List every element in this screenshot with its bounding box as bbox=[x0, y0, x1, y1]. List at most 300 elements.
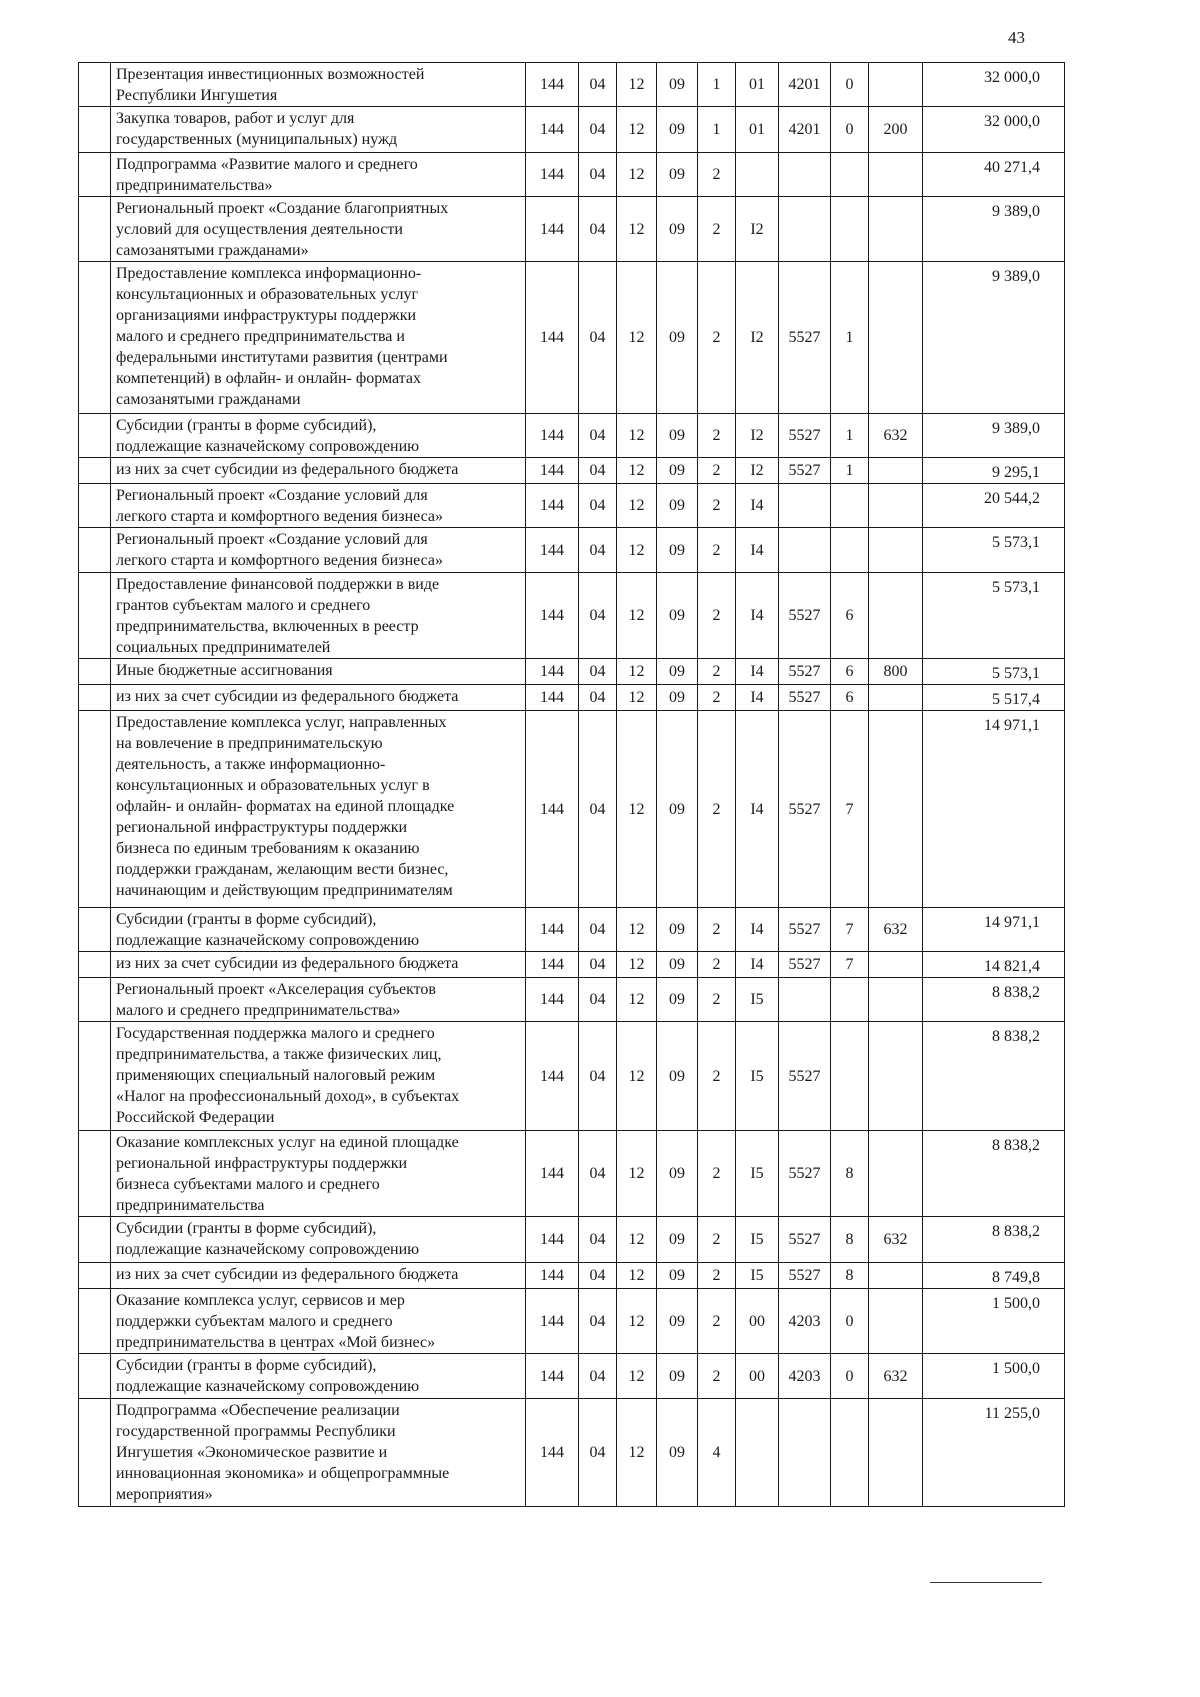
program-code-cell: 09 bbox=[657, 711, 698, 908]
subsection-code-cell: 12 bbox=[617, 978, 657, 1022]
description-line: легкого старта и комфортного ведения бизнеса» bbox=[116, 508, 444, 525]
table-row bbox=[79, 63, 1065, 107]
subprogram-code-cell: 2 bbox=[698, 573, 736, 659]
direction-code-cell bbox=[779, 197, 831, 262]
description-line: региональной инфраструктуры поддержки bbox=[116, 819, 408, 836]
direction-code-cell: 4201 bbox=[779, 63, 831, 107]
description-cell bbox=[111, 153, 526, 197]
direction-code-cell: 5527 bbox=[779, 1131, 831, 1217]
event-code-cell: 7 bbox=[831, 908, 869, 952]
description-line: Региональный проект «Создание благоприятных bbox=[116, 200, 449, 217]
description-line: малого и среднего предпринимательства» bbox=[116, 1002, 401, 1019]
description-line: Подпрограмма «Развитие малого и среднего bbox=[116, 156, 418, 173]
budget-table bbox=[78, 62, 1065, 1507]
expense-type-code-cell bbox=[869, 952, 923, 978]
expense-type-code-cell bbox=[869, 1022, 923, 1131]
description-cell bbox=[111, 908, 526, 952]
description-line: применяющих специальный налоговый режим bbox=[116, 1067, 436, 1084]
event-code-cell: 6 bbox=[831, 685, 869, 711]
table-row bbox=[79, 908, 1065, 952]
row-number-cell bbox=[79, 484, 111, 528]
subprogram-code-cell: 2 bbox=[698, 1131, 736, 1217]
row-number-cell bbox=[79, 1022, 111, 1131]
description-line: из них за счет субсидии из федерального бюджета bbox=[116, 688, 459, 705]
ministry-code-cell: 144 bbox=[526, 63, 579, 107]
description-line: государственных (муниципальных) нужд bbox=[116, 131, 398, 148]
row-number-cell bbox=[79, 107, 111, 153]
program-code-cell: 09 bbox=[657, 1263, 698, 1289]
ministry-code-cell: 144 bbox=[526, 1022, 579, 1131]
project-code-cell: I5 bbox=[736, 1022, 779, 1131]
subprogram-code-cell: 2 bbox=[698, 978, 736, 1022]
row-number-cell bbox=[79, 573, 111, 659]
description-line: Оказание комплекса услуг, сервисов и мер bbox=[116, 1292, 405, 1309]
event-code-cell: 0 bbox=[831, 107, 869, 153]
row-number-cell bbox=[79, 1399, 111, 1507]
subsection-code-cell: 12 bbox=[617, 908, 657, 952]
ministry-code-cell: 144 bbox=[526, 107, 579, 153]
section-code-cell: 04 bbox=[579, 262, 617, 414]
description-line: предпринимательства в центрах «Мой бизнес» bbox=[116, 1334, 436, 1351]
program-code-cell: 09 bbox=[657, 1217, 698, 1263]
project-code-cell: I5 bbox=[736, 1217, 779, 1263]
section-code-cell: 04 bbox=[579, 1354, 617, 1399]
subprogram-code-cell: 2 bbox=[698, 1289, 736, 1354]
description-line: Государственная поддержка малого и среднего bbox=[116, 1025, 435, 1042]
event-code-cell: 8 bbox=[831, 1263, 869, 1289]
description-line: предпринимательства, включенных в реестр bbox=[116, 618, 419, 635]
direction-code-cell: 5527 bbox=[779, 1263, 831, 1289]
subsection-code-cell: 12 bbox=[617, 952, 657, 978]
amount-cell: 11 255,0 bbox=[923, 1399, 1065, 1507]
direction-code-cell: 4203 bbox=[779, 1354, 831, 1399]
description-line: поддержки субъектам малого и среднего bbox=[116, 1313, 393, 1330]
ministry-code-cell: 144 bbox=[526, 952, 579, 978]
event-code-cell: 7 bbox=[831, 952, 869, 978]
section-code-cell: 04 bbox=[579, 908, 617, 952]
subsection-code-cell: 12 bbox=[617, 659, 657, 685]
subsection-code-cell: 12 bbox=[617, 107, 657, 153]
section-code-cell: 04 bbox=[579, 952, 617, 978]
direction-code-cell bbox=[779, 978, 831, 1022]
description-cell bbox=[111, 1131, 526, 1217]
row-number-cell bbox=[79, 528, 111, 573]
subprogram-code-cell: 2 bbox=[698, 197, 736, 262]
amount-cell: 32 000,0 bbox=[923, 107, 1065, 153]
ministry-code-cell: 144 bbox=[526, 1131, 579, 1217]
event-code-cell: 8 bbox=[831, 1131, 869, 1217]
project-code-cell: I4 bbox=[736, 573, 779, 659]
table-row bbox=[79, 262, 1065, 414]
event-code-cell: 0 bbox=[831, 63, 869, 107]
subsection-code-cell: 12 bbox=[617, 197, 657, 262]
row-number-cell bbox=[79, 1131, 111, 1217]
subsection-code-cell: 12 bbox=[617, 153, 657, 197]
row-number-cell bbox=[79, 1217, 111, 1263]
amount-cell: 14 821,4 bbox=[923, 952, 1065, 978]
table-row bbox=[79, 1022, 1065, 1131]
row-number-cell bbox=[79, 659, 111, 685]
subprogram-code-cell: 2 bbox=[698, 952, 736, 978]
project-code-cell: I2 bbox=[736, 458, 779, 484]
subprogram-code-cell: 2 bbox=[698, 1217, 736, 1263]
event-code-cell bbox=[831, 978, 869, 1022]
table-row bbox=[79, 1399, 1065, 1507]
description-line: организациями инфраструктуры поддержки bbox=[116, 307, 417, 324]
event-code-cell: 1 bbox=[831, 458, 869, 484]
description-line: на вовлечение в предпринимательскую bbox=[116, 735, 383, 752]
subsection-code-cell: 12 bbox=[617, 262, 657, 414]
program-code-cell: 09 bbox=[657, 908, 698, 952]
project-code-cell: I4 bbox=[736, 908, 779, 952]
subsection-code-cell: 12 bbox=[617, 1399, 657, 1507]
program-code-cell: 09 bbox=[657, 414, 698, 458]
table-row bbox=[79, 458, 1065, 484]
table-row bbox=[79, 107, 1065, 153]
ministry-code-cell: 144 bbox=[526, 1399, 579, 1507]
description-line: бизнеса по единым требованиям к оказанию bbox=[116, 840, 420, 857]
amount-cell: 9 295,1 bbox=[923, 458, 1065, 484]
subsection-code-cell: 12 bbox=[617, 458, 657, 484]
description-line: федеральными институтами развития (центрами bbox=[116, 349, 448, 366]
row-number-cell bbox=[79, 414, 111, 458]
project-code-cell: I4 bbox=[736, 711, 779, 908]
description-line: Субсидии (гранты в форме субсидий), bbox=[116, 1357, 377, 1374]
program-code-cell: 09 bbox=[657, 952, 698, 978]
ministry-code-cell: 144 bbox=[526, 659, 579, 685]
expense-type-code-cell bbox=[869, 1399, 923, 1507]
description-line: из них за счет субсидии из федерального бюджета bbox=[116, 955, 459, 972]
subsection-code-cell: 12 bbox=[617, 1354, 657, 1399]
row-number-cell bbox=[79, 1354, 111, 1399]
description-line: Ингушетия «Экономическое развитие и bbox=[116, 1444, 388, 1461]
direction-code-cell bbox=[779, 484, 831, 528]
direction-code-cell: 4203 bbox=[779, 1289, 831, 1354]
description-line: предпринимательства, а также физических лиц, bbox=[116, 1046, 442, 1063]
description-cell bbox=[111, 1263, 526, 1289]
project-code-cell: I4 bbox=[736, 484, 779, 528]
direction-code-cell: 4201 bbox=[779, 107, 831, 153]
subprogram-code-cell: 2 bbox=[698, 153, 736, 197]
description-line: легкого старта и комфортного ведения бизнеса» bbox=[116, 552, 444, 569]
program-code-cell: 09 bbox=[657, 1354, 698, 1399]
section-code-cell: 04 bbox=[579, 63, 617, 107]
ministry-code-cell: 144 bbox=[526, 685, 579, 711]
section-code-cell: 04 bbox=[579, 573, 617, 659]
description-line: Российской Федерации bbox=[116, 1109, 275, 1126]
amount-cell: 5 517,4 bbox=[923, 685, 1065, 711]
row-number-cell bbox=[79, 197, 111, 262]
direction-code-cell: 5527 bbox=[779, 711, 831, 908]
description-line: консультационных и образовательных услуг в bbox=[116, 777, 430, 794]
expense-type-code-cell: 200 bbox=[869, 107, 923, 153]
table-row bbox=[79, 952, 1065, 978]
subsection-code-cell: 12 bbox=[617, 484, 657, 528]
expense-type-code-cell bbox=[869, 458, 923, 484]
subprogram-code-cell: 2 bbox=[698, 685, 736, 711]
description-line: инновационная экономика» и общепрограммные bbox=[116, 1465, 450, 1482]
project-code-cell: I2 bbox=[736, 262, 779, 414]
description-cell bbox=[111, 262, 526, 414]
table-row bbox=[79, 528, 1065, 573]
row-number-cell bbox=[79, 63, 111, 107]
expense-type-code-cell: 632 bbox=[869, 414, 923, 458]
subprogram-code-cell: 2 bbox=[698, 414, 736, 458]
project-code-cell: I5 bbox=[736, 978, 779, 1022]
section-code-cell: 04 bbox=[579, 711, 617, 908]
expense-type-code-cell bbox=[869, 63, 923, 107]
subsection-code-cell: 12 bbox=[617, 685, 657, 711]
event-code-cell: 6 bbox=[831, 573, 869, 659]
description-line: Региональный проект «Создание условий для bbox=[116, 487, 428, 504]
amount-cell: 1 500,0 bbox=[923, 1289, 1065, 1354]
project-code-cell: I5 bbox=[736, 1131, 779, 1217]
project-code-cell: I2 bbox=[736, 197, 779, 262]
section-code-cell: 04 bbox=[579, 978, 617, 1022]
row-number-cell bbox=[79, 1289, 111, 1354]
description-cell bbox=[111, 1217, 526, 1263]
description-line: «Налог на профессиональный доход», в субъектах bbox=[116, 1088, 460, 1105]
program-code-cell: 09 bbox=[657, 458, 698, 484]
amount-cell: 1 500,0 bbox=[923, 1354, 1065, 1399]
direction-code-cell: 5527 bbox=[779, 659, 831, 685]
amount-cell: 8 838,2 bbox=[923, 1217, 1065, 1263]
program-code-cell: 09 bbox=[657, 63, 698, 107]
table-row bbox=[79, 978, 1065, 1022]
project-code-cell bbox=[736, 1399, 779, 1507]
amount-cell: 8 749,8 bbox=[923, 1263, 1065, 1289]
expense-type-code-cell bbox=[869, 262, 923, 414]
direction-code-cell: 5527 bbox=[779, 1022, 831, 1131]
description-line: мероприятия» bbox=[116, 1486, 213, 1503]
description-line: из них за счет субсидии из федерального бюджета bbox=[116, 1266, 459, 1283]
ministry-code-cell: 144 bbox=[526, 458, 579, 484]
event-code-cell: 0 bbox=[831, 1289, 869, 1354]
project-code-cell: 00 bbox=[736, 1354, 779, 1399]
amount-cell: 9 389,0 bbox=[923, 262, 1065, 414]
ministry-code-cell: 144 bbox=[526, 1289, 579, 1354]
description-cell bbox=[111, 63, 526, 107]
subprogram-code-cell: 2 bbox=[698, 484, 736, 528]
description-cell bbox=[111, 484, 526, 528]
description-line: Предоставление финансовой поддержки в виде bbox=[116, 576, 440, 593]
direction-code-cell: 5527 bbox=[779, 908, 831, 952]
subprogram-code-cell: 1 bbox=[698, 107, 736, 153]
event-code-cell: 0 bbox=[831, 1354, 869, 1399]
section-code-cell: 04 bbox=[579, 1217, 617, 1263]
program-code-cell: 09 bbox=[657, 262, 698, 414]
subprogram-code-cell: 2 bbox=[698, 1354, 736, 1399]
section-code-cell: 04 bbox=[579, 1399, 617, 1507]
description-cell bbox=[111, 711, 526, 908]
amount-cell: 8 838,2 bbox=[923, 978, 1065, 1022]
description-line: Субсидии (гранты в форме субсидий), bbox=[116, 911, 377, 928]
section-code-cell: 04 bbox=[579, 1131, 617, 1217]
description-cell bbox=[111, 414, 526, 458]
program-code-cell: 09 bbox=[657, 1131, 698, 1217]
section-code-cell: 04 bbox=[579, 685, 617, 711]
program-code-cell: 09 bbox=[657, 528, 698, 573]
subprogram-code-cell: 2 bbox=[698, 262, 736, 414]
event-code-cell bbox=[831, 528, 869, 573]
section-code-cell: 04 bbox=[579, 197, 617, 262]
description-cell bbox=[111, 528, 526, 573]
direction-code-cell: 5527 bbox=[779, 262, 831, 414]
subprogram-code-cell: 2 bbox=[698, 458, 736, 484]
direction-code-cell bbox=[779, 1399, 831, 1507]
description-cell bbox=[111, 458, 526, 484]
row-number-cell bbox=[79, 908, 111, 952]
table-row bbox=[79, 1263, 1065, 1289]
project-code-cell: I4 bbox=[736, 685, 779, 711]
expense-type-code-cell bbox=[869, 685, 923, 711]
table-row bbox=[79, 685, 1065, 711]
description-line: подлежащие казначейскому сопровождению bbox=[116, 1241, 420, 1258]
description-line: государственной программы Республики bbox=[116, 1423, 396, 1440]
description-line: условий для осуществления деятельности bbox=[116, 221, 403, 238]
description-line: Иные бюджетные ассигнования bbox=[116, 662, 333, 679]
amount-cell: 32 000,0 bbox=[923, 63, 1065, 107]
description-line: компетенций) в офлайн- и онлайн- форматах bbox=[116, 370, 421, 387]
page-number: 43 bbox=[1008, 28, 1025, 47]
expense-type-code-cell bbox=[869, 978, 923, 1022]
project-code-cell: 01 bbox=[736, 107, 779, 153]
expense-type-code-cell bbox=[869, 484, 923, 528]
ministry-code-cell: 144 bbox=[526, 978, 579, 1022]
ministry-code-cell: 144 bbox=[526, 1354, 579, 1399]
program-code-cell: 09 bbox=[657, 1022, 698, 1131]
table-row bbox=[79, 414, 1065, 458]
table-row bbox=[79, 1289, 1065, 1354]
subsection-code-cell: 12 bbox=[617, 1022, 657, 1131]
description-line: подлежащие казначейскому сопровождению bbox=[116, 438, 420, 455]
direction-code-cell: 5527 bbox=[779, 414, 831, 458]
subprogram-code-cell: 2 bbox=[698, 908, 736, 952]
description-cell bbox=[111, 1354, 526, 1399]
section-code-cell: 04 bbox=[579, 153, 617, 197]
event-code-cell bbox=[831, 1022, 869, 1131]
table-row bbox=[79, 659, 1065, 685]
row-number-cell bbox=[79, 1263, 111, 1289]
subprogram-code-cell: 2 bbox=[698, 711, 736, 908]
ministry-code-cell: 144 bbox=[526, 153, 579, 197]
amount-cell: 40 271,4 bbox=[923, 153, 1065, 197]
description-line: предпринимательства» bbox=[116, 177, 273, 194]
description-line: самозанятыми гражданами bbox=[116, 391, 301, 408]
ministry-code-cell: 144 bbox=[526, 1217, 579, 1263]
description-line: Региональный проект «Акселерация субъектов bbox=[116, 981, 436, 998]
table-body bbox=[79, 63, 1065, 1507]
ministry-code-cell: 144 bbox=[526, 262, 579, 414]
description-line: Закупка товаров, работ и услуг для bbox=[116, 110, 355, 127]
description-line: региональной инфраструктуры поддержки bbox=[116, 1155, 408, 1172]
description-line: из них за счет субсидии из федерального бюджета bbox=[116, 461, 459, 478]
subprogram-code-cell: 2 bbox=[698, 1263, 736, 1289]
description-line: Предоставление комплекса услуг, направленных bbox=[116, 714, 447, 731]
amount-cell: 5 573,1 bbox=[923, 528, 1065, 573]
ministry-code-cell: 144 bbox=[526, 414, 579, 458]
section-code-cell: 04 bbox=[579, 659, 617, 685]
project-code-cell: I2 bbox=[736, 414, 779, 458]
section-code-cell: 04 bbox=[579, 1263, 617, 1289]
expense-type-code-cell bbox=[869, 573, 923, 659]
event-code-cell bbox=[831, 1399, 869, 1507]
direction-code-cell: 5527 bbox=[779, 1217, 831, 1263]
subprogram-code-cell: 2 bbox=[698, 659, 736, 685]
amount-cell: 9 389,0 bbox=[923, 414, 1065, 458]
expense-type-code-cell: 632 bbox=[869, 1354, 923, 1399]
subsection-code-cell: 12 bbox=[617, 1263, 657, 1289]
description-line: Оказание комплексных услуг на единой площадке bbox=[116, 1134, 459, 1151]
section-code-cell: 04 bbox=[579, 107, 617, 153]
program-code-cell: 09 bbox=[657, 197, 698, 262]
project-code-cell: 00 bbox=[736, 1289, 779, 1354]
subsection-code-cell: 12 bbox=[617, 711, 657, 908]
amount-cell: 14 971,1 bbox=[923, 908, 1065, 952]
ministry-code-cell: 144 bbox=[526, 528, 579, 573]
subsection-code-cell: 12 bbox=[617, 1289, 657, 1354]
subprogram-code-cell: 2 bbox=[698, 528, 736, 573]
expense-type-code-cell bbox=[869, 711, 923, 908]
description-line: подлежащие казначейскому сопровождению bbox=[116, 1378, 420, 1395]
description-cell bbox=[111, 107, 526, 153]
event-code-cell: 6 bbox=[831, 659, 869, 685]
expense-type-code-cell: 632 bbox=[869, 1217, 923, 1263]
project-code-cell bbox=[736, 153, 779, 197]
table-row bbox=[79, 484, 1065, 528]
event-code-cell: 1 bbox=[831, 262, 869, 414]
event-code-cell: 8 bbox=[831, 1217, 869, 1263]
expense-type-code-cell bbox=[869, 1263, 923, 1289]
description-cell bbox=[111, 1289, 526, 1354]
expense-type-code-cell: 632 bbox=[869, 908, 923, 952]
expense-type-code-cell bbox=[869, 1131, 923, 1217]
description-line: малого и среднего предпринимательства и bbox=[116, 328, 405, 345]
table-row bbox=[79, 1217, 1065, 1263]
program-code-cell: 09 bbox=[657, 153, 698, 197]
table-row bbox=[79, 1354, 1065, 1399]
description-cell bbox=[111, 197, 526, 262]
row-number-cell bbox=[79, 458, 111, 484]
event-code-cell: 1 bbox=[831, 414, 869, 458]
subsection-code-cell: 12 bbox=[617, 573, 657, 659]
description-line: консультационных и образовательных услуг bbox=[116, 286, 419, 303]
amount-cell: 20 544,2 bbox=[923, 484, 1065, 528]
direction-code-cell bbox=[779, 528, 831, 573]
row-number-cell bbox=[79, 153, 111, 197]
amount-cell: 5 573,1 bbox=[923, 659, 1065, 685]
expense-type-code-cell bbox=[869, 197, 923, 262]
amount-cell: 8 838,2 bbox=[923, 1022, 1065, 1131]
subsection-code-cell: 12 bbox=[617, 1217, 657, 1263]
project-code-cell: 01 bbox=[736, 63, 779, 107]
table-row bbox=[79, 573, 1065, 659]
section-code-cell: 04 bbox=[579, 1289, 617, 1354]
description-line: грантов субъектам малого и среднего bbox=[116, 597, 371, 614]
footer-rule bbox=[930, 1582, 1042, 1583]
description-line: подлежащие казначейскому сопровождению bbox=[116, 932, 420, 949]
ministry-code-cell: 144 bbox=[526, 908, 579, 952]
program-code-cell: 09 bbox=[657, 484, 698, 528]
ministry-code-cell: 144 bbox=[526, 711, 579, 908]
row-number-cell bbox=[79, 262, 111, 414]
expense-type-code-cell bbox=[869, 528, 923, 573]
project-code-cell: I5 bbox=[736, 1263, 779, 1289]
amount-cell: 14 971,1 bbox=[923, 711, 1065, 908]
amount-cell: 8 838,2 bbox=[923, 1131, 1065, 1217]
row-number-cell bbox=[79, 685, 111, 711]
project-code-cell: I4 bbox=[736, 528, 779, 573]
